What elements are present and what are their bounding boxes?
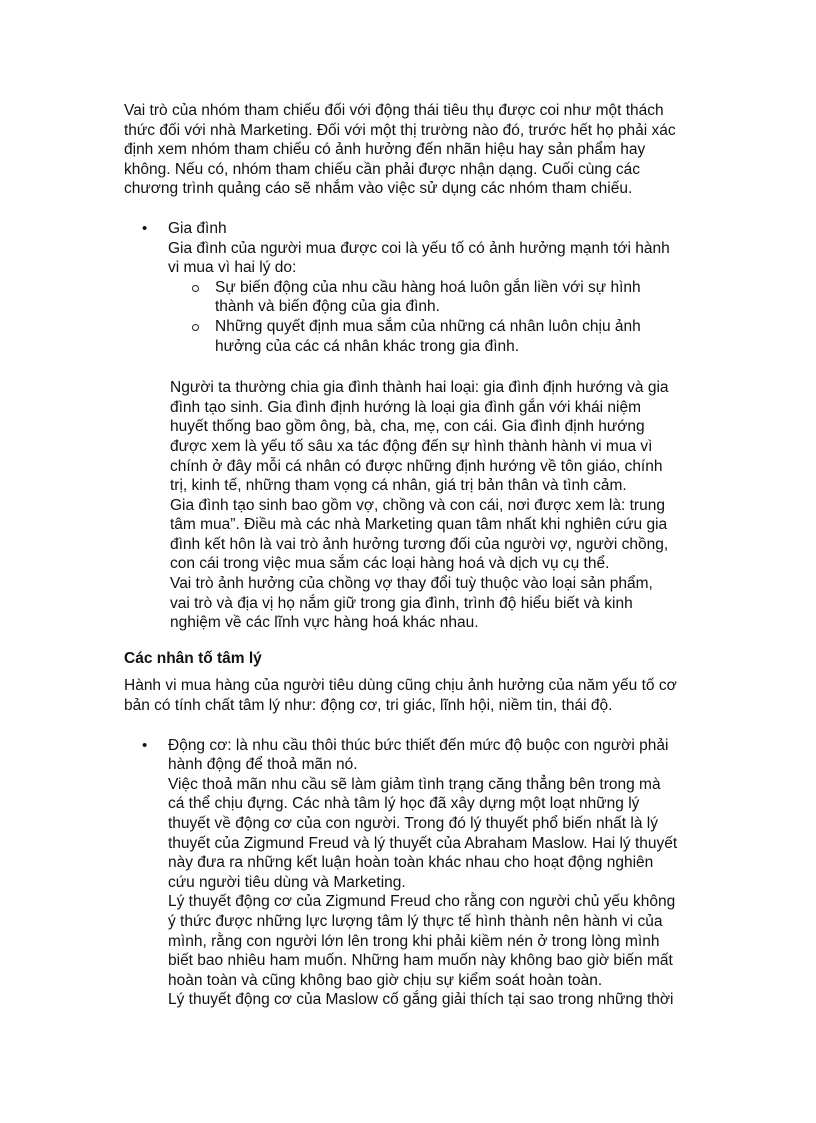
circle-bullet-icon <box>192 324 199 331</box>
document-page <box>124 101 704 1010</box>
intro-line: định xem nhóm tham chiếu có ảnh hưởng đến nhãn hiệu hay sản phẩm hay <box>124 141 646 159</box>
psychology-heading: Các nhân tố tâm lý <box>124 649 262 667</box>
motive-line: cá thể chịu đựng. Các nhà tâm lý học đã xây dựng một loạt những lý <box>168 795 640 813</box>
family-types-line: nghiệm về các lĩnh vực hàng hoá khác nhau. <box>170 614 479 632</box>
motive-line: thuyết của Zigmund Freud và lý thuyết của Abraham Maslow. Hai lý thuyết <box>168 834 678 852</box>
motive-line: hành động để thoả mãn nó. <box>168 756 358 774</box>
reason-line: hưởng của các cá nhân khác trong gia đình. <box>215 337 520 355</box>
bullet-item-family <box>124 219 704 356</box>
intro-line: chương trình quảng cáo sẽ nhắm vào việc sử dụng các nhóm tham chiếu. <box>124 180 633 198</box>
bullet-icon: • <box>142 736 148 754</box>
family-types-line: Gia đình tạo sinh bao gồm vợ, chồng và con cái, nơi được xem là: trung <box>170 496 665 514</box>
family-reasons-list <box>168 278 704 356</box>
family-types-line: con cái trong việc mua sắm các loại hàng hoá và dịch vụ cụ thể. <box>170 555 610 573</box>
intro-paragraph <box>124 101 704 199</box>
family-types-line: vai trò và địa vị họ nắm giữ trong gia đình, trình độ hiểu biết và kinh <box>170 594 633 612</box>
psychology-intro-line: Hành vi mua hàng của người tiêu dùng cũng chịu ảnh hưởng của năm yếu tố cơ <box>124 677 677 695</box>
motive-line: Việc thoả mãn nhu cầu sẽ làm giảm tình trạng căng thẳng bên trong mà <box>168 775 661 793</box>
motive-line: mình, rằng con người lớn lên trong khi phải kiềm nén ở trong lòng mình <box>168 932 660 950</box>
family-types-line: chính ở đây mỗi cá nhân có được những định hướng về tôn giáo, chính <box>170 457 663 475</box>
motive-line: Động cơ: là nhu cầu thôi thúc bức thiết đến mức độ buộc con người phải <box>168 736 669 754</box>
family-types-line: tâm mua”. Điều mà các nhà Marketing quan tâm nhất khi nghiên cứu gia <box>170 516 668 534</box>
motive-line: cứu người tiêu dùng và Marketing. <box>168 873 406 891</box>
family-types-line: Vai trò ảnh hưởng của chồng vợ thay đổi tuỳ thuộc vào loại sản phẩm, <box>170 575 653 593</box>
motive-line: thuyết về động cơ của con người. Trong đó lý thuyết phổ biến nhất là lý <box>168 815 658 832</box>
reason-line: Sự biến động của nhu cầu hàng hoá luôn gắn liền với sự hình <box>215 278 641 296</box>
psychology-list <box>124 736 704 1010</box>
psychology-intro-line: bản có tính chất tâm lý như: động cơ, tri giác, lĩnh hội, niềm tin, thái độ. <box>124 697 613 715</box>
reason-line: thành và biến động của gia đình. <box>215 298 440 316</box>
family-types-line: Người ta thường chia gia đình thành hai loại: gia đình định hướng và gia <box>170 379 669 397</box>
motive-line: này đưa ra những kết luận hoàn toàn khác nhau cho hoạt động nghiên <box>168 854 654 872</box>
motive-line: Lý thuyết động cơ của Maslow cố gắng giải thích tại sao trong những thời <box>168 991 674 1009</box>
bullet-item-motive <box>124 736 704 1010</box>
motive-line: ý thức được những lực lượng tâm lý thực tế hình thành nên hành vi của <box>168 912 663 930</box>
psychology-intro-paragraph <box>124 676 704 715</box>
motive-line: hoàn toàn và cũng không bao giờ chịu sự kiểm soát hoàn toàn. <box>168 971 603 989</box>
intro-line: không. Nếu có, nhóm tham chiếu cần phải được nhận dạng. Cuối cùng các <box>124 160 641 178</box>
family-title: Gia đình <box>168 219 227 237</box>
bullet-icon: • <box>142 219 148 237</box>
family-types-line: đình tạo sinh. Gia đình định hướng là loại gia đình gắn với khái niệm <box>170 398 642 416</box>
reason-item <box>168 278 704 317</box>
family-types-line: đình kết hôn là vai trò ảnh hưởng tương đối của người vợ, người chồng, <box>170 535 669 553</box>
family-list <box>124 219 704 356</box>
family-description-line: Gia đình của người mua được coi là yếu tố có ảnh hưởng mạnh tới hành <box>168 239 670 257</box>
family-types-line: được xem là yếu tố sâu xa tác động đến sự hình thành hành vi mua vì <box>170 437 653 455</box>
family-types-line: trị, kinh tế, những tham vọng cá nhân, giá trị bản thân và tình cảm. <box>170 477 627 495</box>
intro-line: Vai trò của nhóm tham chiếu đối với động thái tiêu thụ được coi như một thách <box>124 102 664 119</box>
motive-line: biết bao nhiêu ham muốn. Những ham muốn này không bao giờ biến mất <box>168 952 673 970</box>
circle-bullet-icon <box>192 285 199 292</box>
family-types-line: huyết thống bao gồm ông, bà, cha, mẹ, con cái. Gia đình định hướng <box>170 418 645 436</box>
family-types-paragraph <box>124 378 704 633</box>
reason-item <box>168 317 704 356</box>
reason-line: Những quyết định mua sắm của những cá nhân luôn chịu ảnh <box>215 317 641 335</box>
family-description-line: vi mua vì hai lý do: <box>168 259 297 277</box>
intro-line: thức đối với nhà Marketing. Đối với một thị trường nào đó, trước hết họ phải xác <box>124 121 676 139</box>
motive-line: Lý thuyết động cơ của Zigmund Freud cho rằng con người chủ yếu không <box>168 893 676 911</box>
